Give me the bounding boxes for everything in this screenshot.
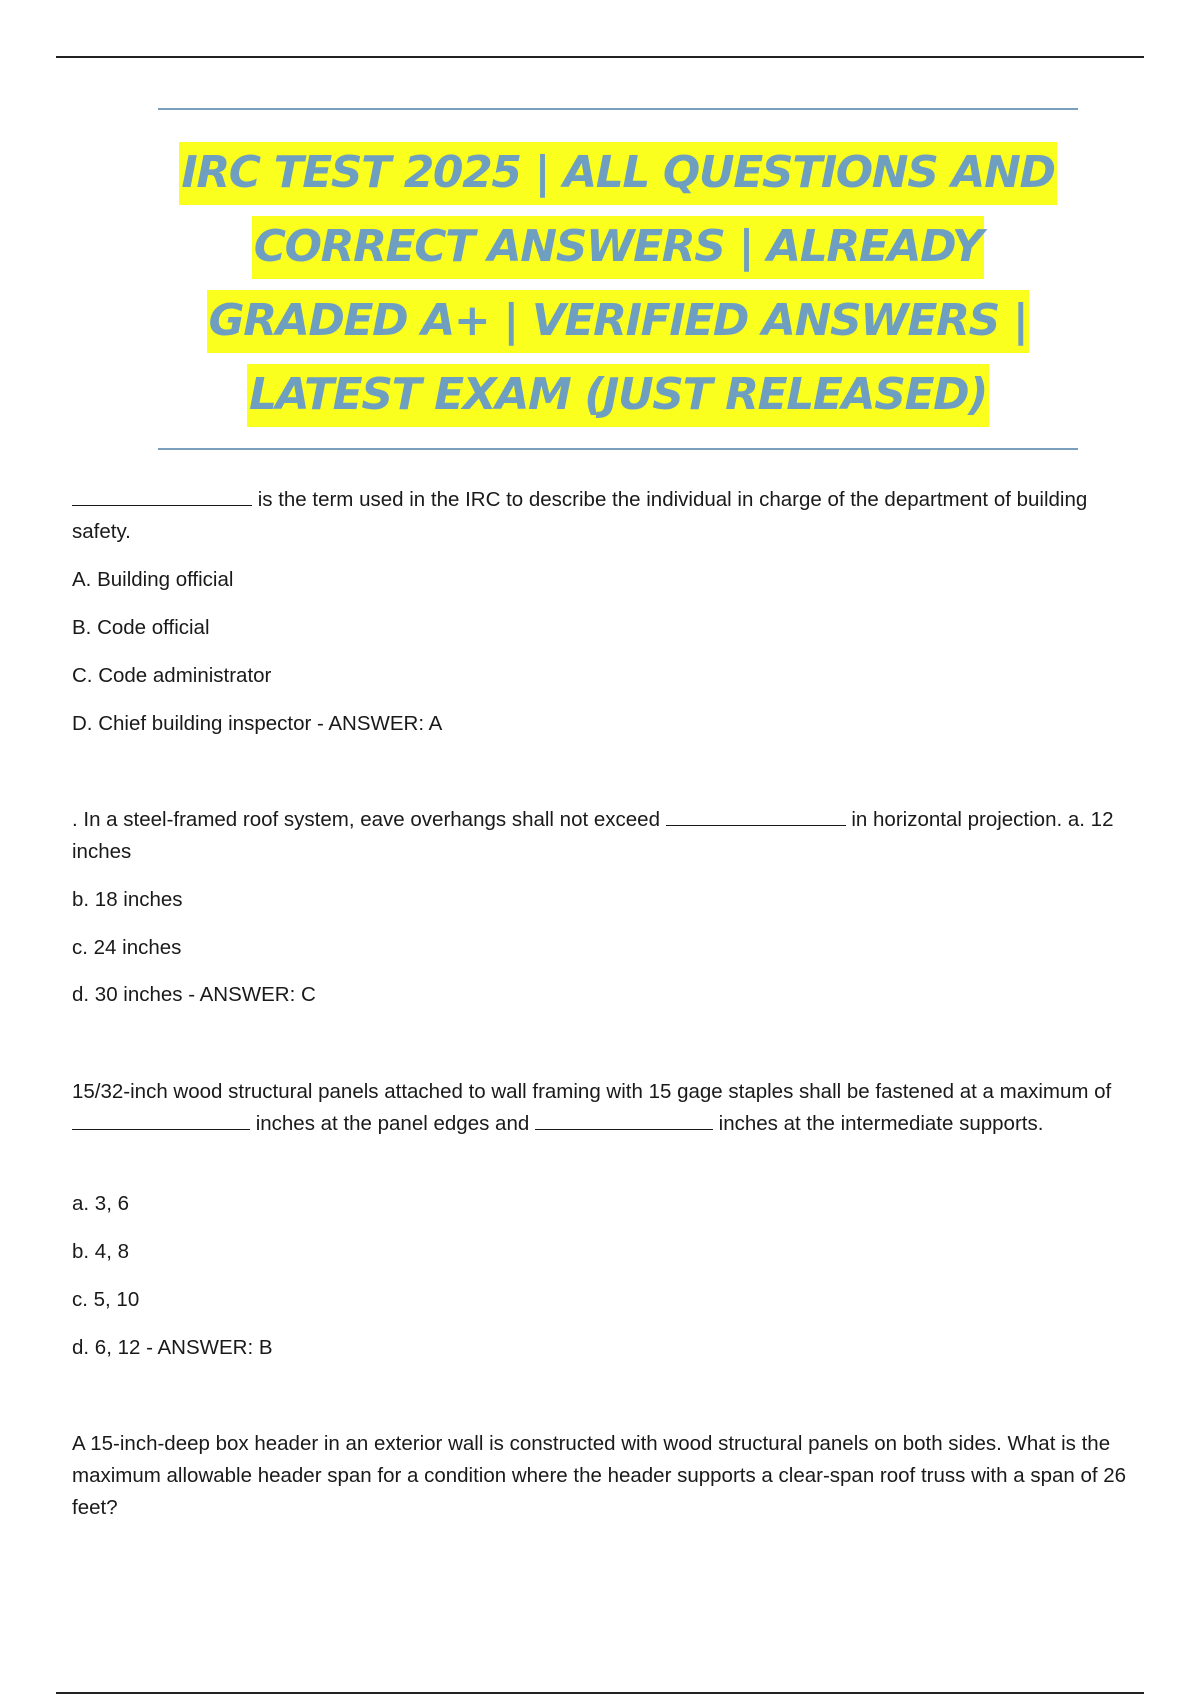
title-line	[158, 358, 1078, 432]
option-b: b. 4, 8	[72, 1240, 129, 1263]
option-d-answer: d. 30 inches - ANSWER: C	[72, 983, 316, 1006]
answer-blank	[666, 807, 846, 826]
top-rule	[56, 56, 1144, 58]
question-3-stem-middle: inches at the panel edges and	[250, 1112, 535, 1135]
bottom-rule	[56, 1692, 1144, 1694]
document-title	[158, 136, 1078, 432]
option-c: C. Code administrator	[72, 664, 272, 687]
question-4-text: A 15-inch-deep box header in an exterior wall is constructed with wood structural panels on both sides. What is the maximum allowable header span for a condition where the header supports a clear-span roof truss with a span of 26 feet?	[72, 1432, 1127, 1519]
title-block	[158, 108, 1078, 450]
option-a: A. Building official	[72, 568, 234, 591]
question-2-text	[72, 804, 1162, 868]
title-line-text: IRC TEST 2025 | ALL QUESTIONS AND	[179, 142, 1056, 205]
answer-blank	[535, 1111, 713, 1130]
question-1	[72, 484, 1162, 735]
option-c: c. 24 inches	[72, 936, 182, 959]
title-line	[158, 210, 1078, 284]
question-3-text	[72, 1076, 1132, 1140]
option-a: a. 3, 6	[72, 1192, 129, 1215]
question-1-stem: is the term used in the IRC to describe the individual in charge of the department of building safety.	[72, 488, 1088, 543]
option-d-answer: D. Chief building inspector - ANSWER: A	[72, 712, 443, 735]
option-d-answer: d. 6, 12 - ANSWER: B	[72, 1336, 273, 1359]
option-b: b. 18 inches	[72, 888, 183, 911]
option-b: B. Code official	[72, 616, 210, 639]
question-2-stem-end: in horizontal projection. a. 12 inches	[72, 808, 1114, 863]
question-2	[72, 804, 1162, 1006]
title-line	[158, 136, 1078, 210]
question-1-text	[72, 484, 1092, 548]
title-line-text: CORRECT ANSWERS | ALREADY	[252, 216, 985, 279]
question-3-stem-start: 15/32-inch wood structural panels attached to wall framing with 15 gage staples shall be fastened at a maximum of	[72, 1080, 1112, 1103]
answer-blank	[72, 1111, 250, 1130]
title-line-text: LATEST EXAM (JUST RELEASED)	[247, 364, 989, 427]
option-c: c. 5, 10	[72, 1288, 140, 1311]
question-3	[72, 1076, 1162, 1359]
question-2-stem-start: . In a steel-framed roof system, eave overhangs shall not exceed	[72, 808, 666, 831]
title-line-text: GRADED A+ | VERIFIED ANSWERS |	[207, 290, 1030, 353]
title-line	[158, 284, 1078, 358]
question-3-stem-end: inches at the intermediate supports.	[712, 1112, 1044, 1135]
question-4	[72, 1428, 1162, 1524]
answer-blank	[72, 487, 252, 506]
